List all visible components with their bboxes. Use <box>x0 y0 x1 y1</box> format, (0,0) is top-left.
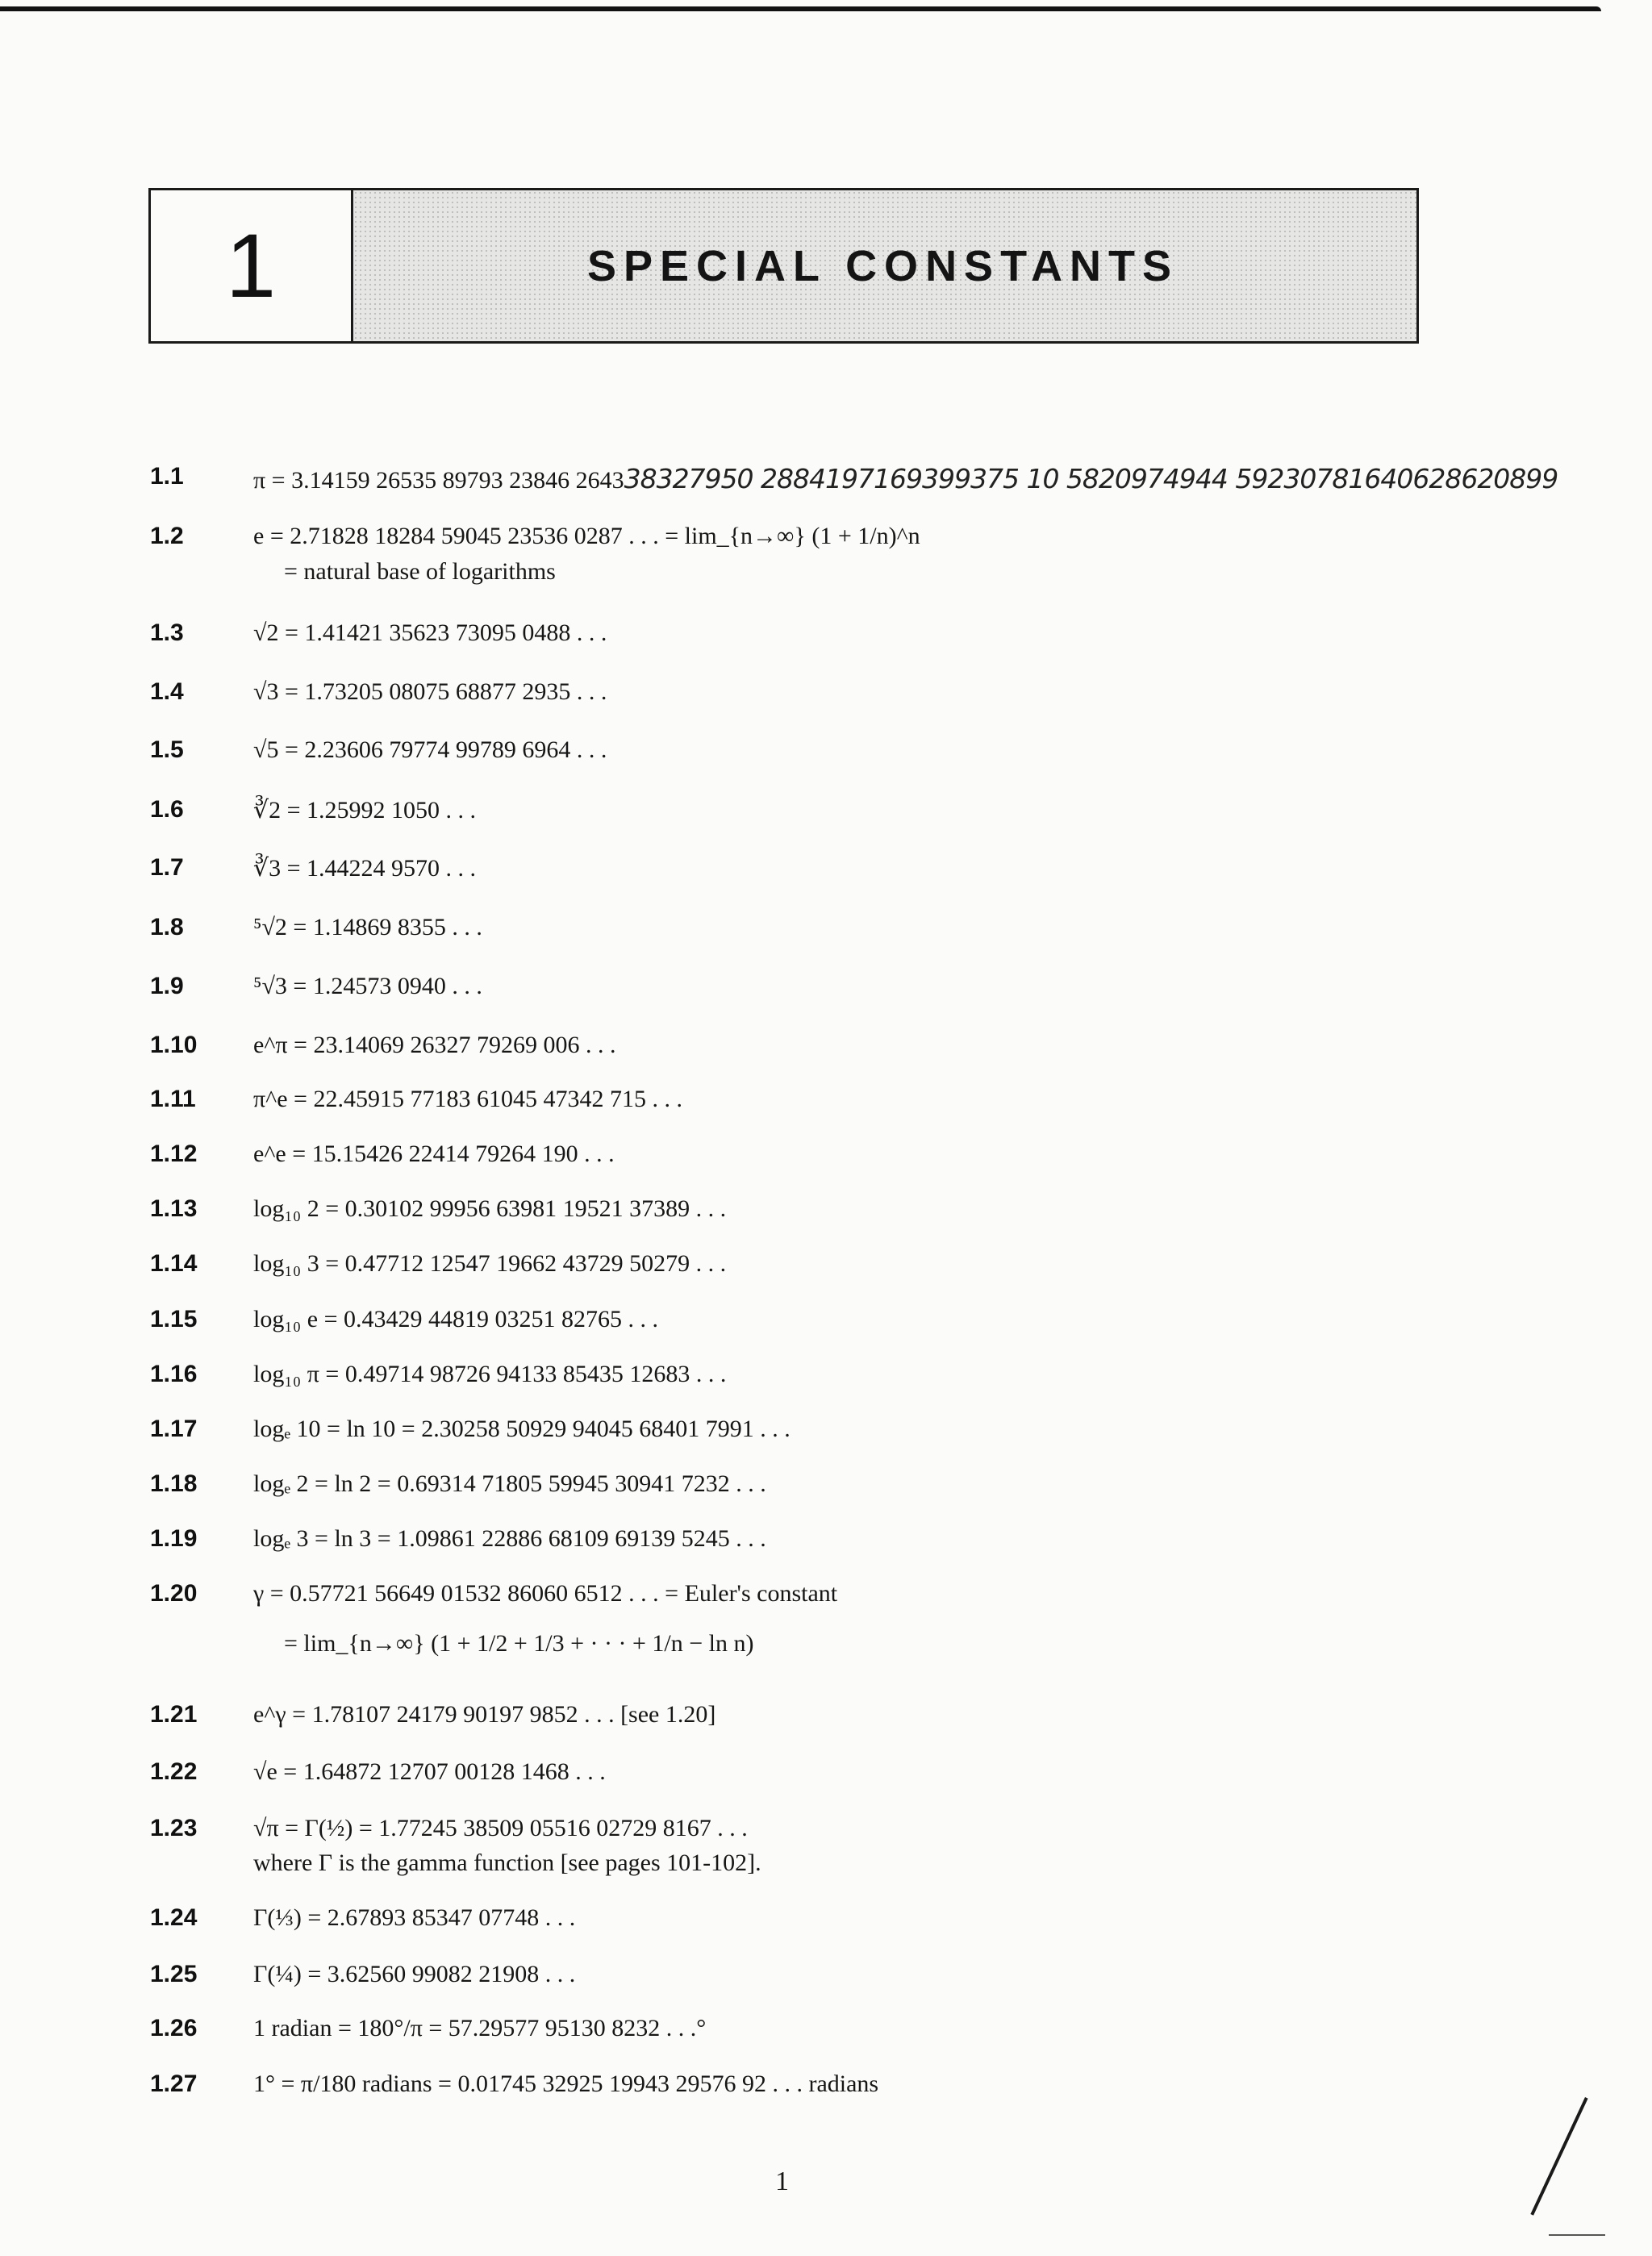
entry-number: 1.15 <box>150 1306 198 1332</box>
chapter-header <box>148 188 1419 344</box>
entry-number: 1.9 <box>150 973 184 999</box>
entry-formula: ⁵√3 = 1.24573 0940 . . . <box>253 973 482 999</box>
entry-formula: e^π = 23.14069 26327 79269 006 . . . <box>253 1032 616 1058</box>
handwritten-digits: 38327950 2884197169399375 10 5820974944 59230781640628620899 <box>624 463 1558 494</box>
entry-number: 1.18 <box>150 1470 198 1497</box>
entry-formula: ∛2 = 1.25992 1050 . . . <box>253 797 477 824</box>
entry-formula-continued: = lim_{n→∞} (1 + 1/2 + 1/3 + · · · + 1/n − ln n) <box>284 1630 754 1657</box>
entry-formula: e = 2.71828 18284 59045 23536 0287 . . . = lim_{n→∞} (1 + 1/n)^n <box>253 523 920 549</box>
entry-number: 1.14 <box>150 1250 198 1277</box>
entry-formula: π^e = 22.45915 77183 61045 47342 715 . . . <box>253 1086 682 1112</box>
entry-number: 1.19 <box>150 1525 198 1552</box>
entry-number: 1.13 <box>150 1195 198 1222</box>
entry-number: 1.5 <box>150 736 184 763</box>
entry-formula: γ = 0.57721 56649 01532 86060 6512 . . . = Euler's constant <box>253 1580 838 1607</box>
entry-number: 1.2 <box>150 523 184 549</box>
entry-number: 1.11 <box>150 1086 196 1112</box>
entry-number: 1.22 <box>150 1758 198 1785</box>
entry-number: 1.8 <box>150 914 184 940</box>
page-number: 1 <box>775 2166 789 2196</box>
entry-formula: Γ(¼) = 3.62560 99082 21908 . . . <box>253 1961 576 1987</box>
entry-formula-continued: = natural base of logarithms <box>284 558 556 585</box>
entry-number: 1.6 <box>150 796 184 823</box>
chapter-number: 1 <box>151 190 353 341</box>
entry-formula: log₁₀ 3 = 0.47712 12547 19662 43729 50279 . . . <box>253 1250 727 1277</box>
entry-number: 1.7 <box>150 854 184 881</box>
entry-formula: logₑ 10 = ln 10 = 2.30258 50929 94045 68401 7991 . . . <box>253 1416 791 1442</box>
entry-number: 1.4 <box>150 678 184 705</box>
entry-formula: logₑ 2 = ln 2 = 0.69314 71805 59945 30941 7232 . . . <box>253 1470 766 1497</box>
entry-number: 1.3 <box>150 619 184 646</box>
entry-formula: √3 = 1.73205 08075 68877 2935 . . . <box>253 678 607 705</box>
entry-formula <box>253 463 1558 494</box>
entry-number: 1.16 <box>150 1361 198 1387</box>
entry-number: 1.21 <box>150 1701 198 1728</box>
entry-formula: √e = 1.64872 12707 00128 1468 . . . <box>253 1758 606 1785</box>
entry-formula: √2 = 1.41421 35623 73095 0488 . . . <box>253 619 607 646</box>
entry-formula: ⁵√2 = 1.14869 8355 . . . <box>253 914 482 940</box>
entry-formula: e^γ = 1.78107 24179 90197 9852 . . . [see 1.20] <box>253 1701 716 1728</box>
entry-number: 1.26 <box>150 2015 198 2041</box>
entry-formula-text: π = 3.14159 26535 89793 23846 2643 <box>253 467 624 494</box>
entry-formula: 1 radian = 180°/π = 57.29577 95130 8232 . . .° <box>253 2015 707 2041</box>
entry-number: 1.10 <box>150 1032 198 1058</box>
chapter-title: SPECIAL CONSTANTS <box>587 241 1179 290</box>
entry-formula: 1° = π/180 radians = 0.01745 32925 19943 29576 92 . . . radians <box>253 2070 879 2097</box>
pen-underline-mark <box>1549 2234 1605 2236</box>
entry-number: 1.27 <box>150 2070 198 2097</box>
entry-formula: Γ(⅓) = 2.67893 85347 07748 . . . <box>253 1904 576 1931</box>
entry-formula: e^e = 15.15426 22414 79264 190 . . . <box>253 1141 615 1167</box>
entry-number: 1.1 <box>150 463 184 490</box>
scan-edge-line <box>0 6 1601 11</box>
entry-formula: √π = Γ(½) = 1.77245 38509 05516 02729 8167 . . . <box>253 1815 748 1841</box>
entry-formula: log₁₀ 2 = 0.30102 99956 63981 19521 37389 . . . <box>253 1195 727 1222</box>
entry-formula-continued: where Γ is the gamma function [see pages 101-102]. <box>253 1849 761 1876</box>
entry-formula: √5 = 2.23606 79774 99789 6964 . . . <box>253 736 607 763</box>
entry-number: 1.24 <box>150 1904 198 1931</box>
entry-number: 1.23 <box>150 1815 198 1841</box>
entry-formula: log₁₀ e = 0.43429 44819 03251 82765 . . . <box>253 1306 658 1332</box>
entry-number: 1.20 <box>150 1580 198 1607</box>
entry-formula: ∛3 = 1.44224 9570 . . . <box>253 855 477 882</box>
entry-number: 1.25 <box>150 1961 198 1987</box>
entry-number: 1.12 <box>150 1141 198 1167</box>
entry-number: 1.17 <box>150 1416 198 1442</box>
entry-formula: logₑ 3 = ln 3 = 1.09861 22886 68109 69139 5245 . . . <box>253 1525 766 1552</box>
chapter-title-cell <box>353 190 1416 341</box>
entry-formula: log₁₀ π = 0.49714 98726 94133 85435 12683 . . . <box>253 1361 727 1387</box>
pen-stroke-mark <box>1530 2097 1587 2216</box>
